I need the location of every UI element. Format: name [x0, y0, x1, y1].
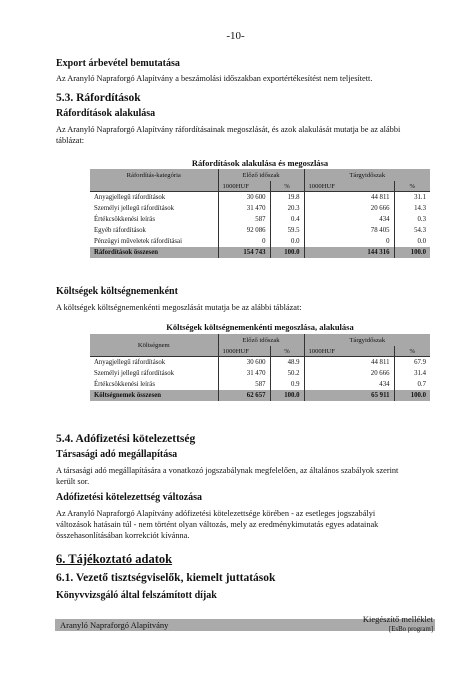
table2-prev-pct-header: % — [270, 346, 304, 357]
table-row: Személyi jellegű ráfordítások 31 470 50.2 20 666 31.4 — [90, 368, 430, 379]
table2-col-category: Költségnem — [90, 334, 218, 357]
raforditasok-table — [90, 169, 430, 258]
raforditasok-text-line1: Az Aranyló Napraforgó Alapítvány ráfordításainak megoszlását, és azok alakulását mutatja be az alábbi — [56, 125, 401, 134]
section-5-4-heading: 5.4. Adófizetési kötelezettség — [56, 433, 196, 445]
konyvvizsgalo-subheading: Könyvvizsgáló által felszámított díjak — [56, 590, 217, 601]
table1-header-row — [90, 169, 430, 181]
table2-col-curr: Tárgyidőszak — [304, 334, 430, 346]
table2-header-row — [90, 334, 430, 346]
table-row: Egyéb ráfordítások 92 086 59.5 78 405 54.3 — [90, 225, 430, 236]
costs-text: A költségek költségnemenkénti megoszlását mutatja be az alábbi táblázat: — [56, 303, 302, 312]
tarsasagi-ado-text-line2: került sor. — [56, 477, 90, 486]
table-row: Pénzügyi műveletek ráfordításai 0 0.0 0 0.0 — [90, 236, 430, 247]
page-number: -10- — [226, 30, 245, 42]
section-6-1-heading: 6.1. Vezető tisztségviselők, kiemelt juttatások — [56, 572, 276, 584]
footer-program: [EsBo program] — [389, 626, 433, 633]
export-text: Az Aranyló Napraforgó Alapítvány a beszámolási időszakban exportértékesítést nem teljesített. — [56, 74, 373, 83]
export-heading: Export árbevétel bemutatása — [56, 58, 180, 69]
table1-total-row: Ráfordítások összesen 154 743 100.0 144 316 100.0 — [90, 247, 430, 258]
footer-document-type: Kiegészítő melléklet — [362, 614, 433, 624]
raforditasok-subheading: Ráfordítások alakulása — [56, 108, 156, 119]
adofizetes-text-line1: Az Aranyló Napraforgó Alapítvány adófizetési kötelezettsége körében - az esetleges jogszabályi — [56, 509, 376, 518]
tarsasagi-ado-text-line1: A társasági adó megállapítására a vonatkozó jogszabálynak megfelelően, az általános szabályok szerint — [56, 466, 399, 475]
table1-prev-pct-header: % — [270, 181, 304, 192]
adofizetes-text-line3: összehasonlításában korrekciót kívánna. — [56, 531, 190, 540]
table1-col-curr: Tárgyidőszak — [304, 169, 430, 181]
raforditasok-text-line2: táblázat: — [56, 136, 85, 145]
table1-col-category: Ráfordítás-kategória — [90, 169, 218, 181]
table1-col-prev: Előző időszak — [218, 169, 304, 181]
adofizetes-valtozas-subheading: Adófizetési kötelezettség változása — [56, 492, 203, 503]
table-row: Anyagjellegű ráfordítások 30 600 19.8 44 811 31.1 — [90, 192, 430, 204]
section-6-heading: 6. Tájékoztató adatok — [56, 552, 173, 566]
table2-total-row: Költségnemek összesen 62 657 100.0 65 911 100.0 — [90, 390, 430, 401]
table2-col-prev: Előző időszak — [218, 334, 304, 346]
table1-title: Ráfordítások alakulása és megoszlása — [191, 158, 329, 168]
table1-prev-unit: 1000HUF — [218, 181, 270, 192]
table2-curr-unit: 1000HUF — [304, 346, 394, 357]
tarsasagi-ado-subheading: Társasági adó megállapítása — [56, 449, 178, 460]
koltsegek-table — [90, 334, 430, 401]
table1-curr-unit: 1000HUF — [304, 181, 394, 192]
section-5-3-heading: 5.3. Ráfordítások — [56, 92, 141, 104]
table-row: Értékcsökkenési leírás 587 0.4 434 0.3 — [90, 214, 430, 225]
adofizetes-text-line2: változások hatásain túl - nem történt olyan változás, mely az eredménykimutatás egyes adatainak — [56, 520, 379, 529]
table-row: Anyagjellegű ráfordítások 30 600 48.9 44 811 67.9 — [90, 357, 430, 369]
costs-heading: Költségek költségnemenként — [56, 286, 178, 297]
table2-prev-unit: 1000HUF — [218, 346, 270, 357]
table-row: Értékcsökkenési leírás 587 0.9 434 0.7 — [90, 379, 430, 390]
table1-unit-row — [90, 181, 430, 192]
footer-organization: Aranyló Napraforgó Alapítvány — [60, 620, 169, 630]
table2-curr-pct-header: % — [394, 346, 430, 357]
table1-curr-pct-header: % — [394, 181, 430, 192]
table-row: Személyi jellegű ráfordítások 31 470 20.3 20 666 14.3 — [90, 203, 430, 214]
table2-title: Költségek költségnemenkénti megoszlása, alakulása — [166, 322, 354, 332]
